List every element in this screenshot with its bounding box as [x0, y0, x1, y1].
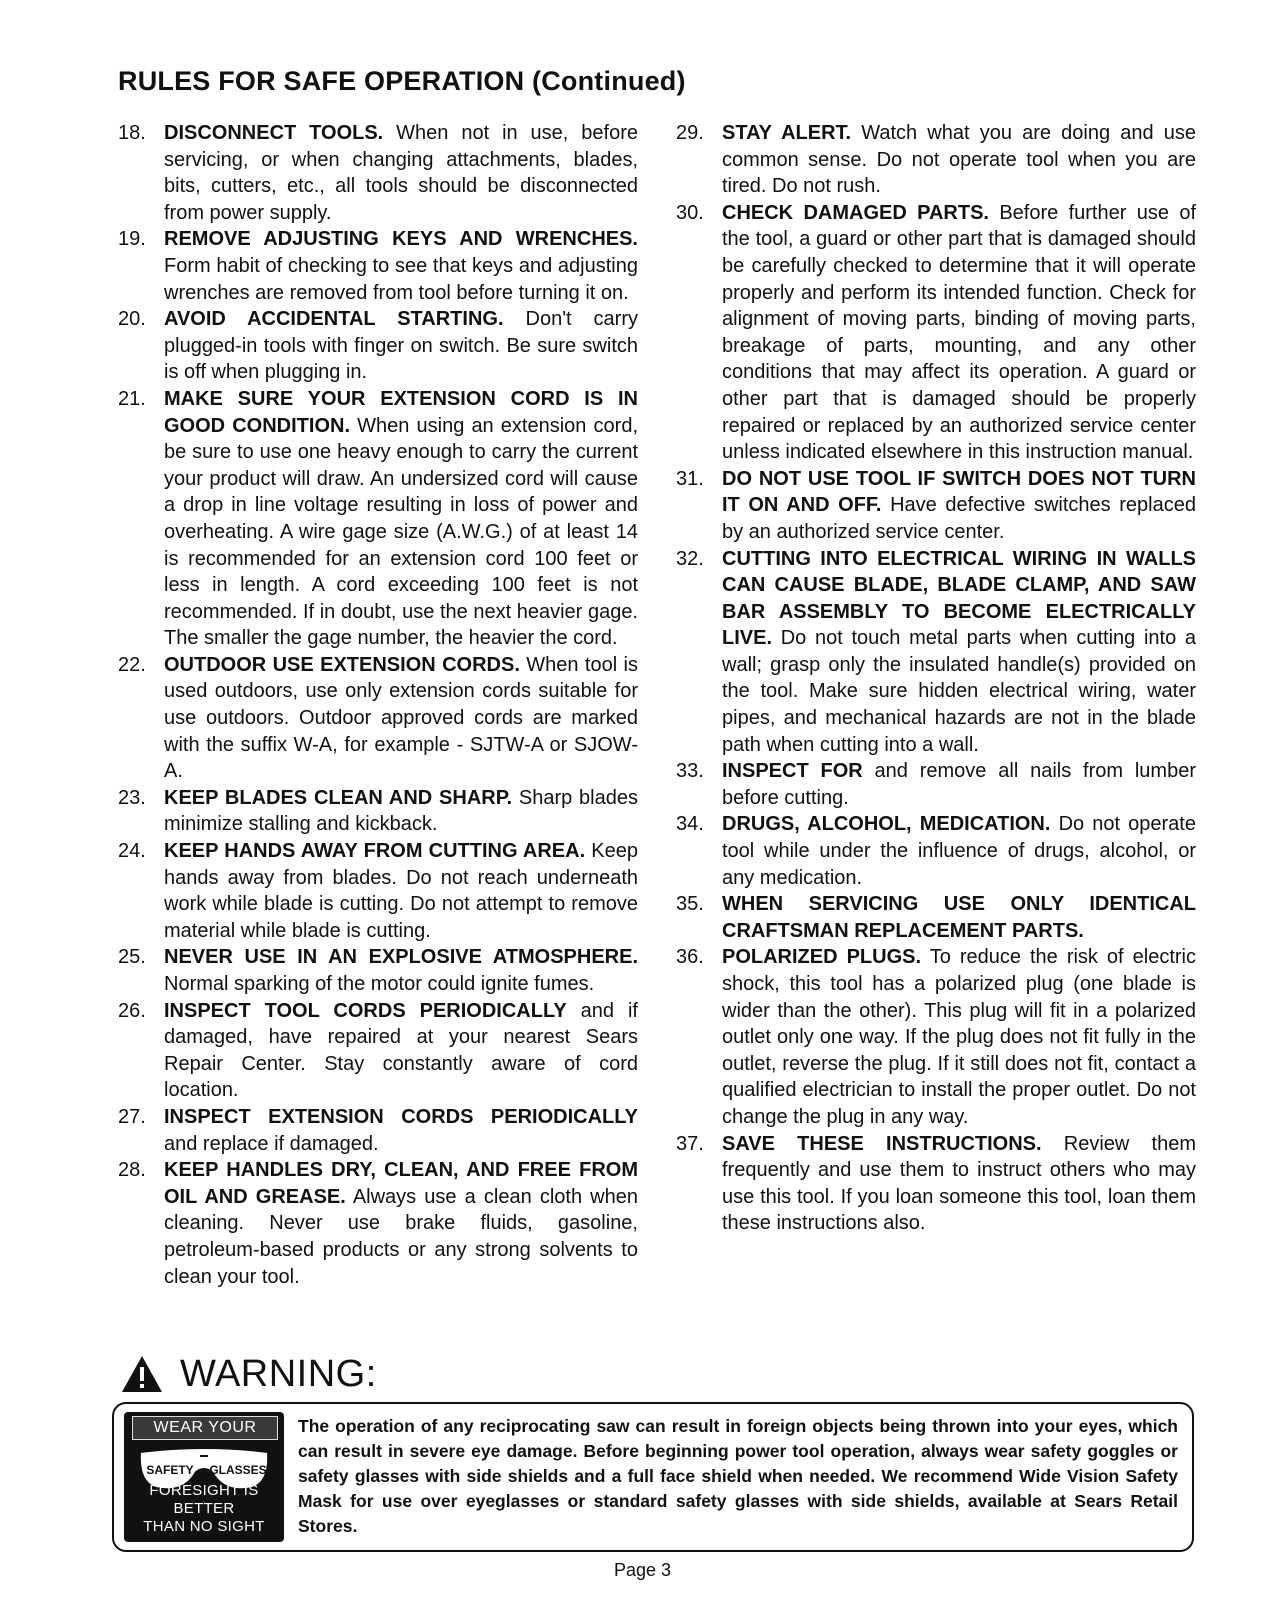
- rule-number: 35.: [676, 893, 704, 916]
- rule-text: Do not operate tool while under the influence of drugs, alcohol, or any medication.: [722, 813, 1196, 889]
- rule-text: Sharp blades minimize stalling and kickback.: [164, 786, 638, 836]
- safety-glasses-badge: [124, 1412, 284, 1542]
- rule-number: 29.: [676, 122, 704, 144]
- rule-heading: INSPECT EXTENSION CORDS PERIODICALLY: [164, 1105, 638, 1128]
- rule-number: 27.: [118, 1105, 146, 1128]
- badge-bottom-line-2: THAN NO SIGHT: [143, 1518, 265, 1535]
- rule-item: [118, 652, 638, 785]
- rule-item: [118, 386, 638, 652]
- rule-text: Watch what you are doing and use common sense. Do not operate tool when you are tired. Do not rush.: [722, 122, 1196, 198]
- rule-item: [676, 758, 1196, 811]
- rule-text: Don't carry plugged-in tools with finger on switch. Be sure switch is off when plugging in.: [164, 308, 638, 384]
- rule-heading: SAVE THESE INSTRUCTIONS.: [722, 1132, 1042, 1155]
- badge-bottom-line-1: FORESIGHT IS BETTER: [149, 1482, 259, 1517]
- rule-body: [164, 306, 638, 386]
- warning-triangle-icon: [120, 1354, 164, 1394]
- rule-number: 26.: [118, 999, 146, 1022]
- rule-body: [164, 652, 638, 785]
- rule-number: 22.: [118, 653, 146, 676]
- rule-body: [722, 466, 1196, 546]
- rule-item: [676, 120, 1196, 200]
- rule-heading: OUTDOOR USE EXTENSION CORDS.: [164, 653, 520, 676]
- rule-text: Keep hands away from blades. Do not reach underneath work while blade is cutting. Do not attempt to remove material while blade is cutting.: [164, 840, 638, 942]
- rule-number: 19.: [118, 228, 146, 251]
- rule-text: When tool is used outdoors, use only extension cords suitable for use outdoors. Outdoor approved cords are marked with the suffix W-A, for example - SJTW-A or SJOW-A.: [164, 653, 638, 783]
- rule-number: 18.: [118, 122, 146, 144]
- rule-text: Have defective switches replaced by an authorized service center.: [722, 494, 1196, 543]
- rule-heading: STAY ALERT.: [722, 122, 852, 144]
- rule-body: [722, 944, 1196, 1130]
- warning-text: The operation of any reciprocating saw can result in foreign objects being thrown into your eyes, which can result in severe eye damage. Before beginning power tool operation, always wear safety goggles or safety glasses with side shields and a full face shield when needed. We recommend Wide Vision Safety Mask for use over eyeglasses or standard safety glasses with side shields, available at Sears Retail Stores.: [298, 1416, 1178, 1536]
- rule-item: [676, 200, 1196, 466]
- rule-number: 21.: [118, 387, 146, 410]
- rule-text: and if damaged, have repaired at your nearest Sears Repair Center. Stay constantly aware of cord location.: [164, 999, 638, 1102]
- rule-number: 25.: [118, 946, 146, 969]
- rule-body: [722, 546, 1196, 759]
- rule-body: [722, 1131, 1196, 1237]
- page-number: Page 3: [613, 1560, 672, 1580]
- rule-heading: NEVER USE IN AN EXPLOSIVE ATMOSPHERE.: [164, 946, 638, 969]
- rule-item: [118, 998, 638, 1104]
- rule-text: and replace if damaged.: [164, 1132, 379, 1155]
- rule-heading: DRUGS, ALCOHOL, MEDICATION.: [722, 813, 1051, 836]
- rule-item: [118, 785, 638, 838]
- rule-body: [722, 120, 1196, 200]
- rule-text: Do not touch metal parts when cutting into a wall; grasp only the insulated handle(s) provided on the tool. Make sure hidden electrical wiring, water pipes, and mechanical hazards are not in the blade path when cutting into a wall.: [722, 627, 1196, 756]
- rule-heading: KEEP BLADES CLEAN AND SHARP.: [164, 786, 513, 809]
- rule-body: [164, 785, 638, 838]
- rule-heading: INSPECT FOR: [722, 760, 863, 783]
- rule-number: 28.: [118, 1159, 146, 1182]
- rule-text: Normal sparking of the motor could ignite fumes.: [164, 973, 595, 995]
- badge-glasses-text: GLASSES: [209, 1463, 267, 1477]
- badge-top-label: WEAR YOUR: [132, 1416, 278, 1440]
- rule-heading: DISCONNECT TOOLS.: [164, 122, 384, 144]
- left-rules-column: [118, 120, 638, 1290]
- rule-heading: INSPECT TOOL CORDS PERIODICALLY: [164, 999, 567, 1022]
- warning-heading: [120, 1352, 377, 1396]
- rule-item: [118, 1157, 638, 1290]
- right-rules-column: [676, 120, 1196, 1237]
- rule-number: 33.: [676, 760, 704, 783]
- rule-item: [676, 466, 1196, 546]
- rule-item: [118, 944, 638, 997]
- rule-item: [118, 1104, 638, 1157]
- rule-number: 31.: [676, 467, 704, 490]
- rule-body: [164, 944, 638, 997]
- rule-text: Review them frequently and use them to instruct others who may use this tool. If you loan someone this tool, loan them these instructions also.: [722, 1132, 1196, 1235]
- rule-item: [118, 226, 638, 306]
- rule-item: [118, 120, 638, 226]
- rule-item: [676, 811, 1196, 891]
- rule-number: 37.: [676, 1132, 704, 1155]
- rule-heading: WHEN SERVICING USE ONLY IDENTICAL CRAFTSMAN REPLACEMENT PARTS.: [722, 893, 1196, 942]
- rule-body: [722, 758, 1196, 811]
- rule-item: [118, 306, 638, 386]
- rule-body: [164, 1157, 638, 1290]
- badge-bottom-label: [128, 1482, 280, 1536]
- rule-text: When not in use, before servicing, or when changing attachments, blades, bits, cutters, etc., all tools should be disconnected from power supply.: [164, 122, 638, 224]
- rule-item: [676, 1131, 1196, 1237]
- rule-heading: AVOID ACCIDENTAL STARTING.: [164, 308, 504, 331]
- rule-heading: CUTTING INTO ELECTRICAL WIRING IN WALLS CAN CAUSE BLADE, BLADE CLAMP, AND SAW BAR ASSEMBLY TO BECOME ELECTRICALLY LIVE.: [722, 547, 1196, 650]
- rule-text: When using an extension cord, be sure to use one heavy enough to carry the current your product will draw. An undersized cord will cause a drop in line voltage resulting in loss of power and overheating. A wire gage size (A.W.G.) of at least 14 is recommended for an extension cord 100 feet or less in length. A cord exceeding 100 feet is not recommended. If in doubt, use the next heavier gage. The smaller the gage number, the heavier the cord.: [164, 414, 638, 650]
- rule-text: Before further use of the tool, a guard or other part that is damaged should be carefully checked to determine that it will operate properly and perform its intended function. Check for alignment of moving parts, binding of moving parts, breakage of parts, mounting, and any other conditions that may affect its operation. A guard or other part that is damaged should be properly repaired or replaced by an authorized service center unless indicated elsewhere in this instruction manual.: [722, 201, 1196, 464]
- page-title: RULES FOR SAFE OPERATION (Continued): [118, 66, 686, 96]
- rule-heading: DO NOT USE TOOL IF SWITCH DOES NOT TURN IT ON AND OFF.: [722, 467, 1196, 517]
- rule-body: [164, 838, 638, 944]
- rule-number: 32.: [676, 547, 704, 570]
- rule-body: [164, 998, 638, 1104]
- rule-body: [164, 120, 638, 226]
- rule-text: To reduce the risk of electric shock, this tool has a polarized plug (one blade is wider than the other). This plug will fit in a polarized outlet only one way. If the plug does not fit fully in the outlet, reverse the plug. If it still does not fit, contact a qualified electrician to install the proper outlet. Do not change the plug in any way.: [722, 946, 1196, 1128]
- rule-item: [676, 944, 1196, 1130]
- rule-heading: KEEP HANDS AWAY FROM CUTTING AREA.: [164, 840, 586, 863]
- rule-number: 20.: [118, 308, 146, 331]
- rule-text: Form habit of checking to see that keys and adjusting wrenches are removed from tool before turning it on.: [164, 254, 638, 304]
- rule-body: [722, 811, 1196, 891]
- rule-body: [164, 386, 638, 652]
- rule-number: 36.: [676, 946, 704, 969]
- rule-text: Always use a clean cloth when cleaning. Never use brake fluids, gasoline, petroleum-based products or any strong solvents to clean your tool.: [164, 1185, 638, 1288]
- rule-text: and remove all nails from lumber before cutting.: [722, 760, 1196, 809]
- warning-title: WARNING:: [180, 1352, 377, 1395]
- rule-heading: CHECK DAMAGED PARTS.: [722, 201, 989, 224]
- rule-item: [118, 838, 638, 944]
- rule-item: [676, 546, 1196, 759]
- rule-body: [722, 200, 1196, 466]
- rule-item: [676, 891, 1196, 944]
- rule-number: 23.: [118, 786, 146, 809]
- warning-box: [112, 1402, 1194, 1552]
- rule-heading: POLARIZED PLUGS.: [722, 946, 922, 969]
- rule-body: [164, 1104, 638, 1157]
- rule-heading: MAKE SURE YOUR EXTENSION CORD IS IN GOOD CONDITION.: [164, 387, 638, 437]
- rule-body: [722, 891, 1196, 944]
- rule-body: [164, 226, 638, 306]
- rule-number: 24.: [118, 840, 146, 863]
- rule-heading: REMOVE ADJUSTING KEYS AND WRENCHES.: [164, 228, 638, 251]
- badge-safety-text: SAFETY: [146, 1463, 194, 1477]
- rule-number: 34.: [676, 813, 704, 836]
- rule-number: 30.: [676, 201, 704, 224]
- rule-heading: KEEP HANDLES DRY, CLEAN, AND FREE FROM OIL AND GREASE.: [164, 1159, 638, 1208]
